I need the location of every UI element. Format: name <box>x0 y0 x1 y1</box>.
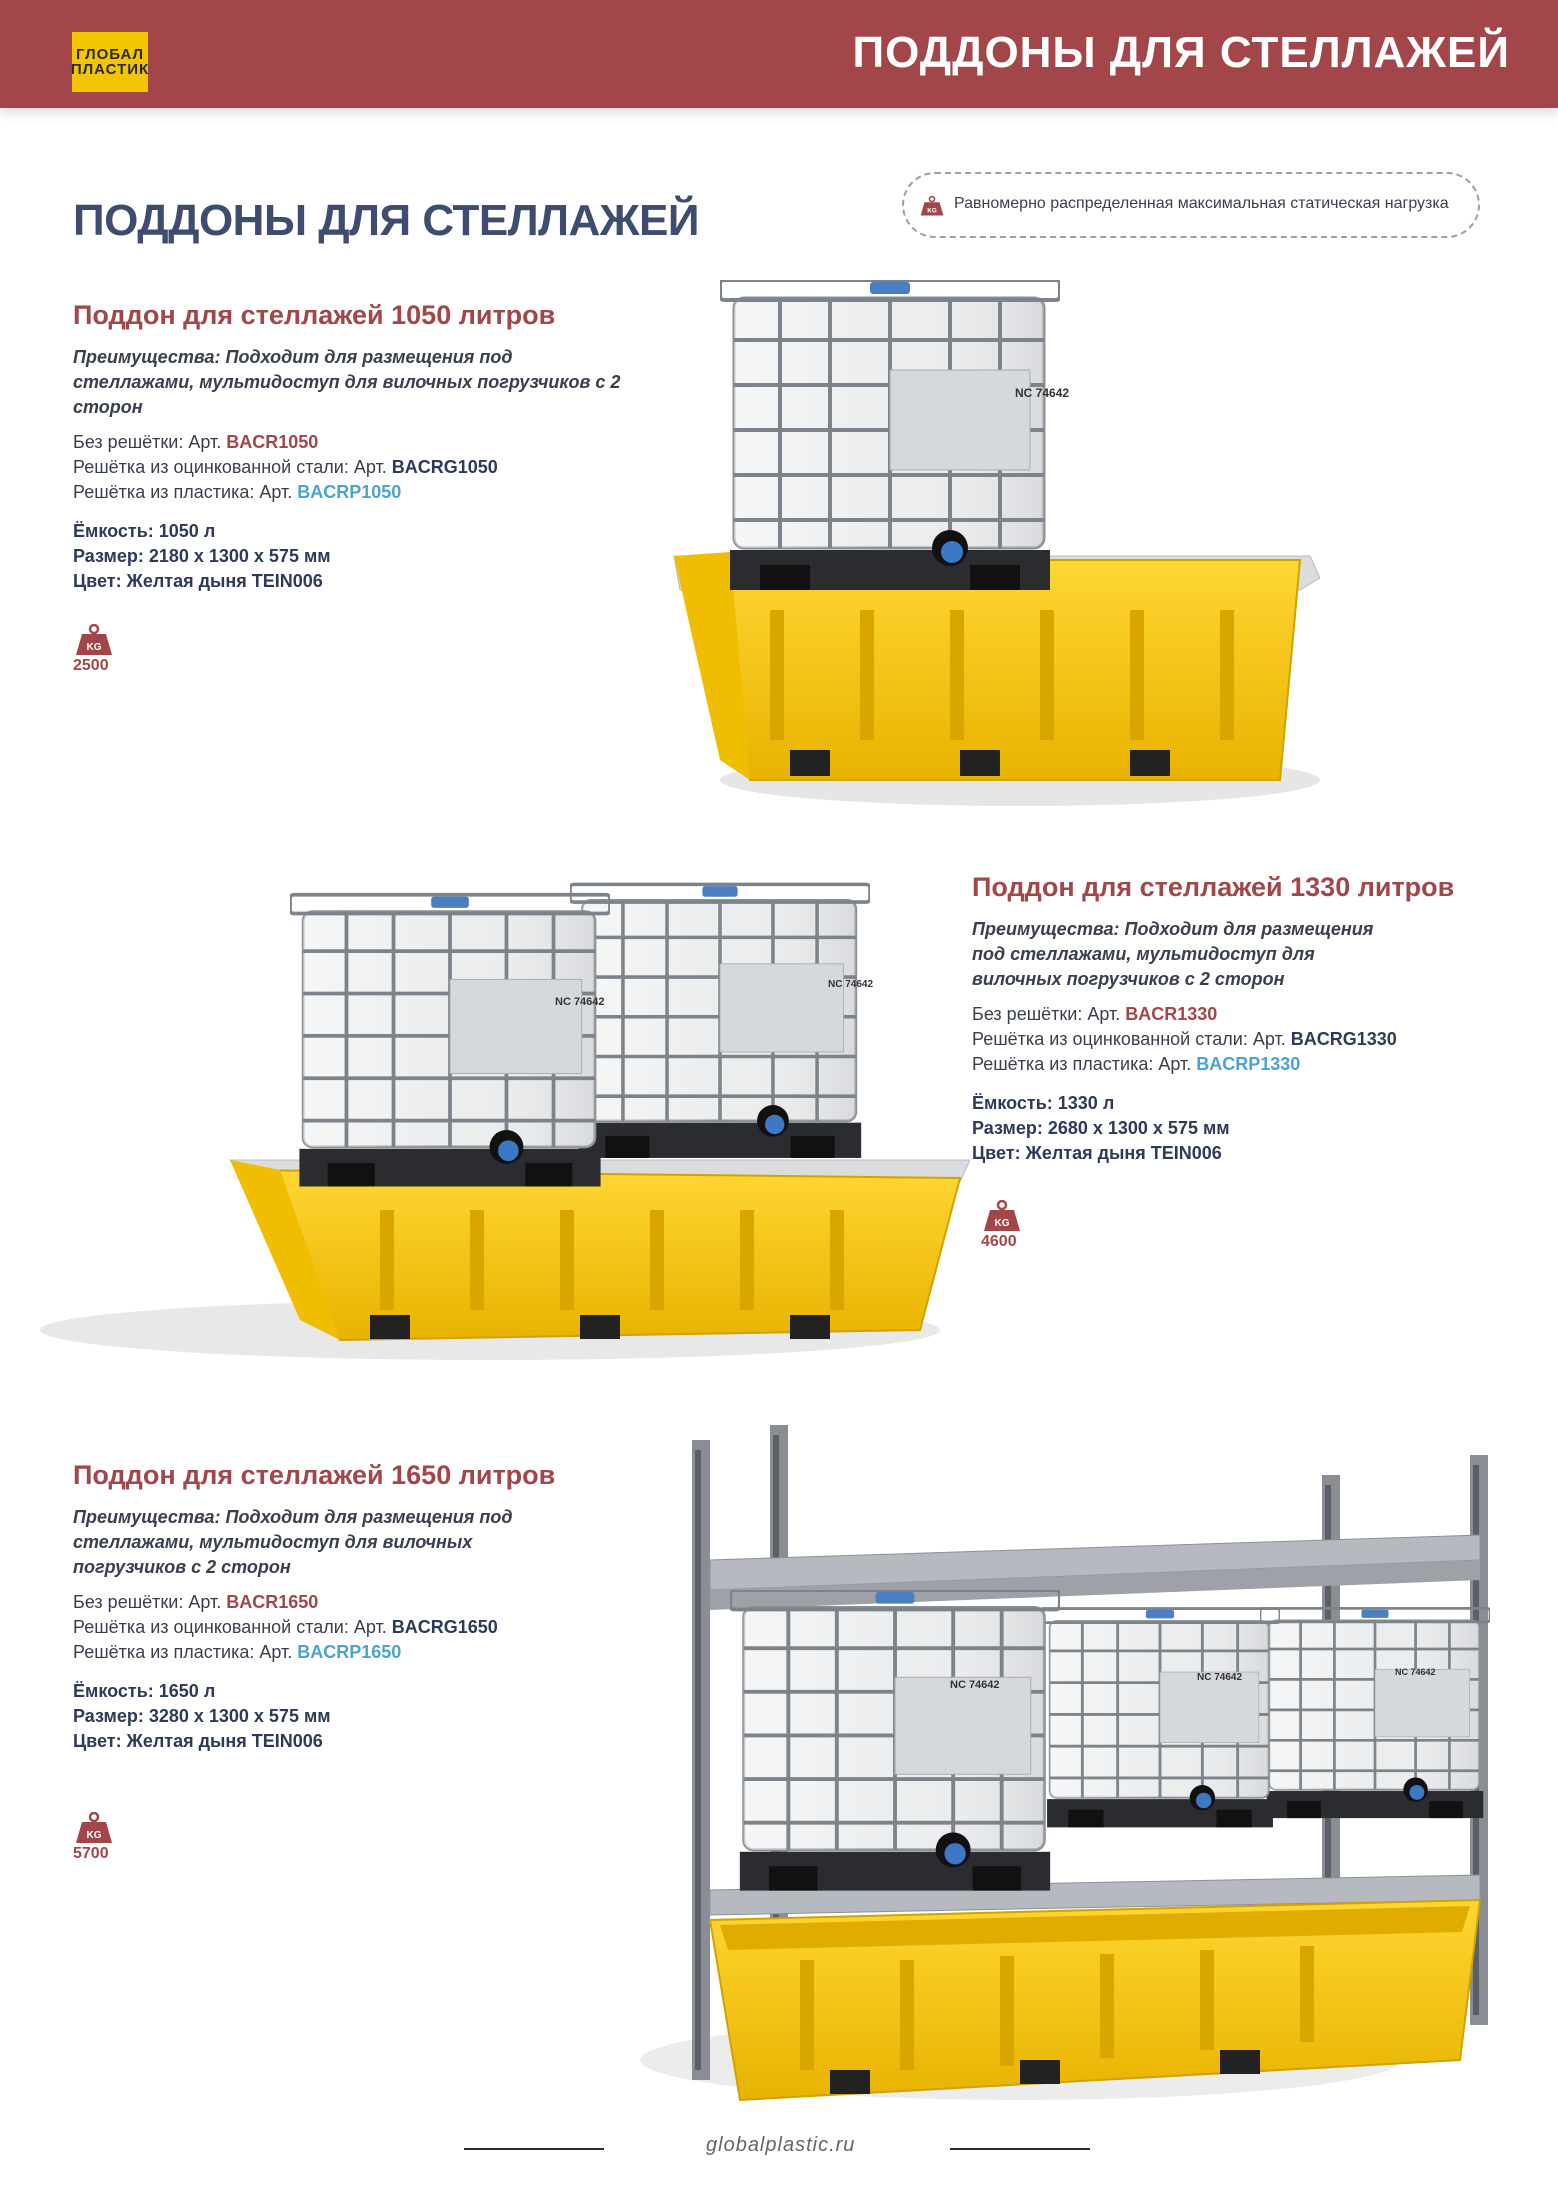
spec-size: Размер: 3280 x 1300 x 575 мм <box>73 1706 331 1726</box>
article-code[interactable]: BACRG1650 <box>391 1617 498 1637</box>
article-list <box>972 1002 1532 1077</box>
product-title: Поддон для стеллажей 1050 литров <box>73 300 556 330</box>
article-list <box>73 1590 633 1665</box>
product-section-1650 <box>73 1460 633 1754</box>
article-code[interactable]: BACRP1050 <box>297 482 402 502</box>
tank-label: NC 74642 <box>1197 1672 1243 1683</box>
article-no-grid: Без решётки: Арт. BACR1650 <box>73 1592 319 1612</box>
svg-text:KG: KG <box>994 1218 1010 1229</box>
product-advantages: Преимущества: Подходит для размещения под стеллажами, мультидоступ для вилочных погрузчиков с 2 сторон <box>972 919 1374 989</box>
load-value: 5700 <box>73 1845 109 1862</box>
article-plastic-grid: Решётка из пластика: Арт. BACRP1330 <box>972 1054 1301 1074</box>
article-code[interactable]: BACRP1650 <box>297 1642 402 1662</box>
load-badge <box>983 1200 1025 1252</box>
footer-divider-left <box>464 2148 604 2150</box>
pallet-1050-image <box>660 260 1320 820</box>
spec-color: Цвет: Желтая дыня TEIN006 <box>73 1731 323 1751</box>
product-title: Поддон для стеллажей 1330 литров <box>972 872 1455 902</box>
article-code[interactable]: BACR1050 <box>226 432 319 452</box>
footer-website[interactable]: globalplastic.ru <box>706 2134 856 2156</box>
article-steel-grid: Решётка из оцинкованной стали: Арт. BACRG1050 <box>73 457 498 477</box>
tank-label: NC 74642 <box>555 996 605 1008</box>
product-specs <box>73 1679 633 1754</box>
header-title: ПОДДОНЫ ДЛЯ СТЕЛЛАЖЕЙ <box>852 28 1510 77</box>
article-plastic-grid: Решётка из пластика: Арт. BACRP1650 <box>73 1642 402 1662</box>
article-code[interactable]: BACRG1050 <box>391 457 498 477</box>
pallet-1330-image <box>20 860 970 1380</box>
product-specs <box>972 1091 1532 1166</box>
legend-text: Равномерно распределенная максимальная статическая нагрузка <box>954 195 1449 212</box>
brand-logo[interactable] <box>72 32 148 92</box>
kg-weight-icon <box>75 624 113 656</box>
product-advantages: Преимущества: Подходит для размещения под стеллажами, мультидоступ для вилочных погрузчиков с 2 сторон <box>73 347 621 417</box>
product-title: Поддон для стеллажей 1650 литров <box>73 1460 556 1490</box>
load-legend <box>902 172 1480 238</box>
article-code[interactable]: BACRG1330 <box>1290 1029 1397 1049</box>
kg-weight-icon <box>75 1812 113 1844</box>
article-code[interactable]: BACR1330 <box>1125 1004 1218 1024</box>
spec-color: Цвет: Желтая дыня TEIN006 <box>73 571 323 591</box>
article-code[interactable]: BACR1650 <box>226 1592 319 1612</box>
article-list <box>73 430 633 505</box>
load-badge <box>75 1812 117 1864</box>
kg-weight-icon <box>983 1200 1021 1232</box>
spec-capacity: Ёмкость: 1330 л <box>972 1093 1115 1113</box>
legend-icon-label: KG <box>927 207 937 215</box>
product-section-1050 <box>73 300 633 594</box>
rack-pallet-1650-image <box>600 1420 1500 2120</box>
load-value: 2500 <box>73 657 109 674</box>
svg-text:KG: KG <box>86 642 102 653</box>
spec-color: Цвет: Желтая дыня TEIN006 <box>972 1143 1222 1163</box>
load-badge <box>75 624 117 676</box>
tank-label: NC 74642 <box>828 979 874 990</box>
article-no-grid: Без решётки: Арт. BACR1330 <box>972 1004 1218 1024</box>
kg-weight-icon <box>920 195 944 217</box>
article-no-grid: Без решётки: Арт. BACR1050 <box>73 432 319 452</box>
article-steel-grid: Решётка из оцинкованной стали: Арт. BACRG1330 <box>972 1029 1397 1049</box>
article-steel-grid: Решётка из оцинкованной стали: Арт. BACRG1650 <box>73 1617 498 1637</box>
load-value: 4600 <box>981 1233 1017 1250</box>
logo-line-1: ГЛОБАЛ <box>75 46 145 63</box>
spec-capacity: Ёмкость: 1050 л <box>73 521 216 541</box>
header-bar <box>0 0 1558 108</box>
product-section-1330 <box>972 872 1532 1166</box>
product-specs <box>73 519 633 594</box>
footer-divider-right <box>950 2148 1090 2150</box>
article-plastic-grid: Решётка из пластика: Арт. BACRP1050 <box>73 482 402 502</box>
spec-size: Размер: 2680 x 1300 x 575 мм <box>972 1118 1230 1138</box>
tank-label: NC 74642 <box>1015 386 1070 400</box>
product-advantages: Преимущества: Подходит для размещения под стеллажами, мультидоступ для вилочных погрузчиков с 2 сторон <box>73 1507 513 1577</box>
svg-text:KG: KG <box>86 1830 102 1841</box>
article-code[interactable]: BACRP1330 <box>1196 1054 1301 1074</box>
tank-label: NC 74642 <box>1395 1667 1436 1677</box>
spec-capacity: Ёмкость: 1650 л <box>73 1681 216 1701</box>
spec-size: Размер: 2180 x 1300 x 575 мм <box>73 546 331 566</box>
page-title: ПОДДОНЫ ДЛЯ СТЕЛЛАЖЕЙ <box>73 196 699 245</box>
tank-label: NC 74642 <box>950 1679 1000 1691</box>
logo-line-2: ПЛАСТИК <box>70 61 150 78</box>
